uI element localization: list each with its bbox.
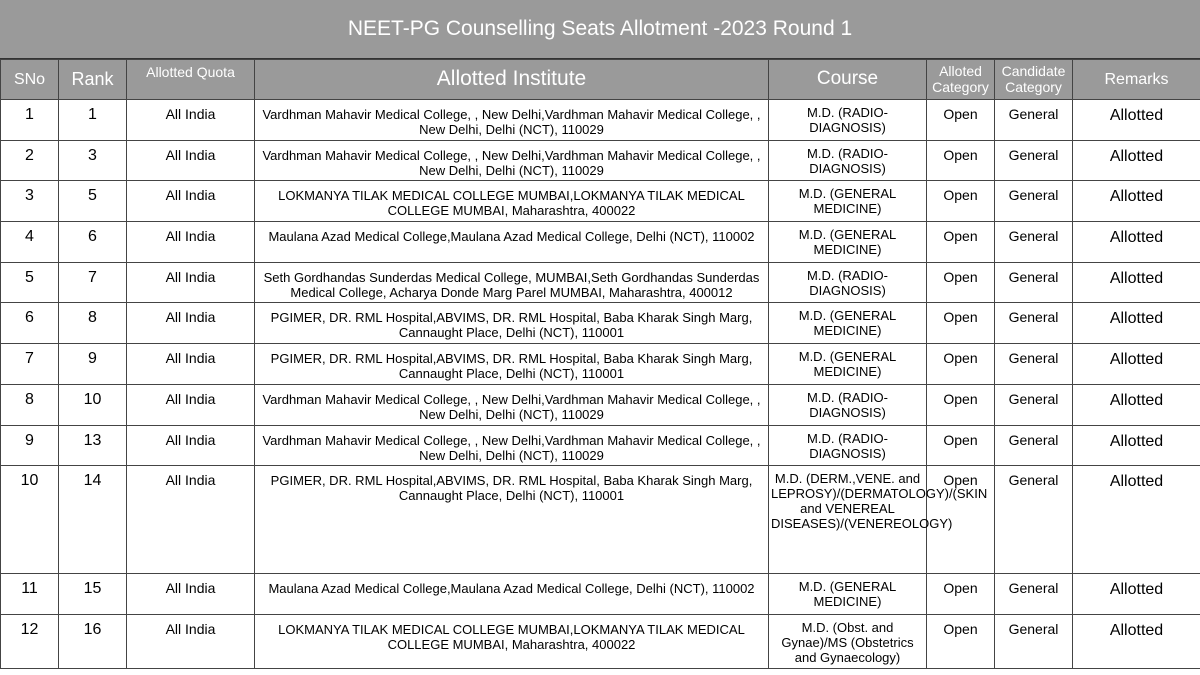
cell-quota: All India	[127, 425, 255, 466]
cell-course: M.D. (RADIO-DIAGNOSIS)	[769, 262, 927, 303]
cell-institute: Maulana Azad Medical College,Maulana Azad Medical College, Delhi (NCT), 110002	[255, 574, 769, 615]
header-allotted-category: Alloted Category	[927, 60, 995, 100]
cell-sno: 1	[1, 100, 59, 141]
table-row	[1, 140, 1200, 181]
cell-sno: 7	[1, 344, 59, 385]
document-title: NEET-PG Counselling Seats Allotment -2023 Round 1	[0, 0, 1200, 59]
cell-sno: 4	[1, 222, 59, 263]
cell-allotted-category: Open	[927, 466, 995, 574]
cell-institute: PGIMER, DR. RML Hospital,ABVIMS, DR. RML Hospital, Baba Kharak Singh Marg, Cannaught Place, Delhi (NCT), 110001	[255, 303, 769, 344]
cell-rank: 1	[59, 100, 127, 141]
table-row	[1, 303, 1200, 344]
allotment-table	[0, 59, 1200, 669]
header-course: Course	[769, 60, 927, 100]
cell-rank: 13	[59, 425, 127, 466]
cell-allotted-category: Open	[927, 574, 995, 615]
cell-candidate-category: General	[995, 100, 1073, 141]
header-quota: Allotted Quota	[127, 60, 255, 100]
cell-allotted-category: Open	[927, 344, 995, 385]
cell-sno: 5	[1, 262, 59, 303]
cell-institute: Vardhman Mahavir Medical College, , New Delhi,Vardhman Mahavir Medical College, , New Delhi, Delhi (NCT), 110029	[255, 384, 769, 425]
cell-remarks: Allotted	[1073, 140, 1200, 181]
table-row	[1, 466, 1200, 574]
table-row	[1, 222, 1200, 263]
header-rank: Rank	[59, 60, 127, 100]
cell-quota: All India	[127, 100, 255, 141]
cell-allotted-category: Open	[927, 140, 995, 181]
cell-sno: 11	[1, 574, 59, 615]
cell-quota: All India	[127, 140, 255, 181]
table-row	[1, 181, 1200, 222]
cell-remarks: Allotted	[1073, 344, 1200, 385]
cell-quota: All India	[127, 466, 255, 574]
cell-quota: All India	[127, 614, 255, 668]
cell-sno: 3	[1, 181, 59, 222]
header-row	[1, 60, 1200, 100]
table-row	[1, 574, 1200, 615]
cell-sno: 6	[1, 303, 59, 344]
cell-course: M.D. (RADIO-DIAGNOSIS)	[769, 425, 927, 466]
cell-quota: All India	[127, 181, 255, 222]
cell-allotted-category: Open	[927, 262, 995, 303]
table-body	[1, 100, 1200, 669]
cell-candidate-category: General	[995, 262, 1073, 303]
cell-quota: All India	[127, 262, 255, 303]
cell-course: M.D. (GENERAL MEDICINE)	[769, 181, 927, 222]
header-remarks: Remarks	[1073, 60, 1200, 100]
cell-remarks: Allotted	[1073, 384, 1200, 425]
table-row	[1, 100, 1200, 141]
table-row	[1, 614, 1200, 668]
cell-remarks: Allotted	[1073, 614, 1200, 668]
cell-candidate-category: General	[995, 425, 1073, 466]
cell-institute: Seth Gordhandas Sunderdas Medical College, MUMBAI,Seth Gordhandas Sunderdas Medical College, Acharya Donde Marg Parel MUMBAI, Maharashtra, 400012	[255, 262, 769, 303]
cell-candidate-category: General	[995, 614, 1073, 668]
cell-course: M.D. (Obst. and Gynae)/MS (Obstetrics and Gynaecology)	[769, 614, 927, 668]
cell-course: M.D. (GENERAL MEDICINE)	[769, 303, 927, 344]
cell-quota: All India	[127, 222, 255, 263]
table-row	[1, 425, 1200, 466]
table-row	[1, 344, 1200, 385]
cell-candidate-category: General	[995, 222, 1073, 263]
cell-quota: All India	[127, 303, 255, 344]
cell-institute: PGIMER, DR. RML Hospital,ABVIMS, DR. RML Hospital, Baba Kharak Singh Marg, Cannaught Place, Delhi (NCT), 110001	[255, 466, 769, 574]
cell-candidate-category: General	[995, 344, 1073, 385]
cell-remarks: Allotted	[1073, 181, 1200, 222]
cell-course: M.D. (GENERAL MEDICINE)	[769, 222, 927, 263]
cell-rank: 15	[59, 574, 127, 615]
cell-candidate-category: General	[995, 140, 1073, 181]
cell-remarks: Allotted	[1073, 262, 1200, 303]
cell-rank: 9	[59, 344, 127, 385]
header-institute: Allotted Institute	[255, 60, 769, 100]
cell-remarks: Allotted	[1073, 574, 1200, 615]
cell-candidate-category: General	[995, 181, 1073, 222]
cell-candidate-category: General	[995, 466, 1073, 574]
cell-sno: 9	[1, 425, 59, 466]
cell-allotted-category: Open	[927, 222, 995, 263]
cell-institute: Vardhman Mahavir Medical College, , New Delhi,Vardhman Mahavir Medical College, , New Delhi, Delhi (NCT), 110029	[255, 100, 769, 141]
cell-course: M.D. (GENERAL MEDICINE)	[769, 574, 927, 615]
cell-institute: Vardhman Mahavir Medical College, , New Delhi,Vardhman Mahavir Medical College, , New Delhi, Delhi (NCT), 110029	[255, 140, 769, 181]
cell-course: M.D. (RADIO-DIAGNOSIS)	[769, 384, 927, 425]
cell-sno: 2	[1, 140, 59, 181]
cell-sno: 12	[1, 614, 59, 668]
header-sno: SNo	[1, 60, 59, 100]
cell-sno: 8	[1, 384, 59, 425]
cell-course: M.D. (DERM.,VENE. and LEPROSY)/(DERMATOLOGY)/(SKIN and VENEREAL DISEASES)/(VENEREOLOGY)	[769, 466, 927, 574]
cell-course: M.D. (GENERAL MEDICINE)	[769, 344, 927, 385]
cell-rank: 10	[59, 384, 127, 425]
cell-rank: 14	[59, 466, 127, 574]
header-candidate-category: Candidate Category	[995, 60, 1073, 100]
cell-remarks: Allotted	[1073, 100, 1200, 141]
table-row	[1, 262, 1200, 303]
cell-allotted-category: Open	[927, 614, 995, 668]
cell-remarks: Allotted	[1073, 466, 1200, 574]
cell-quota: All India	[127, 384, 255, 425]
cell-allotted-category: Open	[927, 303, 995, 344]
cell-remarks: Allotted	[1073, 303, 1200, 344]
cell-remarks: Allotted	[1073, 222, 1200, 263]
cell-candidate-category: General	[995, 384, 1073, 425]
cell-rank: 16	[59, 614, 127, 668]
cell-institute: LOKMANYA TILAK MEDICAL COLLEGE MUMBAI,LOKMANYA TILAK MEDICAL COLLEGE MUMBAI, Maharashtra, 400022	[255, 614, 769, 668]
cell-quota: All India	[127, 574, 255, 615]
cell-allotted-category: Open	[927, 425, 995, 466]
cell-quota: All India	[127, 344, 255, 385]
cell-candidate-category: General	[995, 303, 1073, 344]
cell-allotted-category: Open	[927, 384, 995, 425]
cell-allotted-category: Open	[927, 100, 995, 141]
cell-institute: PGIMER, DR. RML Hospital,ABVIMS, DR. RML Hospital, Baba Kharak Singh Marg, Cannaught Place, Delhi (NCT), 110001	[255, 344, 769, 385]
cell-candidate-category: General	[995, 574, 1073, 615]
table-row	[1, 384, 1200, 425]
cell-course: M.D. (RADIO-DIAGNOSIS)	[769, 140, 927, 181]
cell-rank: 8	[59, 303, 127, 344]
cell-course: M.D. (RADIO-DIAGNOSIS)	[769, 100, 927, 141]
cell-remarks: Allotted	[1073, 425, 1200, 466]
cell-rank: 6	[59, 222, 127, 263]
cell-rank: 5	[59, 181, 127, 222]
cell-institute: Maulana Azad Medical College,Maulana Azad Medical College, Delhi (NCT), 110002	[255, 222, 769, 263]
cell-rank: 3	[59, 140, 127, 181]
cell-sno: 10	[1, 466, 59, 574]
cell-rank: 7	[59, 262, 127, 303]
cell-allotted-category: Open	[927, 181, 995, 222]
cell-institute: LOKMANYA TILAK MEDICAL COLLEGE MUMBAI,LOKMANYA TILAK MEDICAL COLLEGE MUMBAI, Maharashtra, 400022	[255, 181, 769, 222]
cell-institute: Vardhman Mahavir Medical College, , New Delhi,Vardhman Mahavir Medical College, , New Delhi, Delhi (NCT), 110029	[255, 425, 769, 466]
